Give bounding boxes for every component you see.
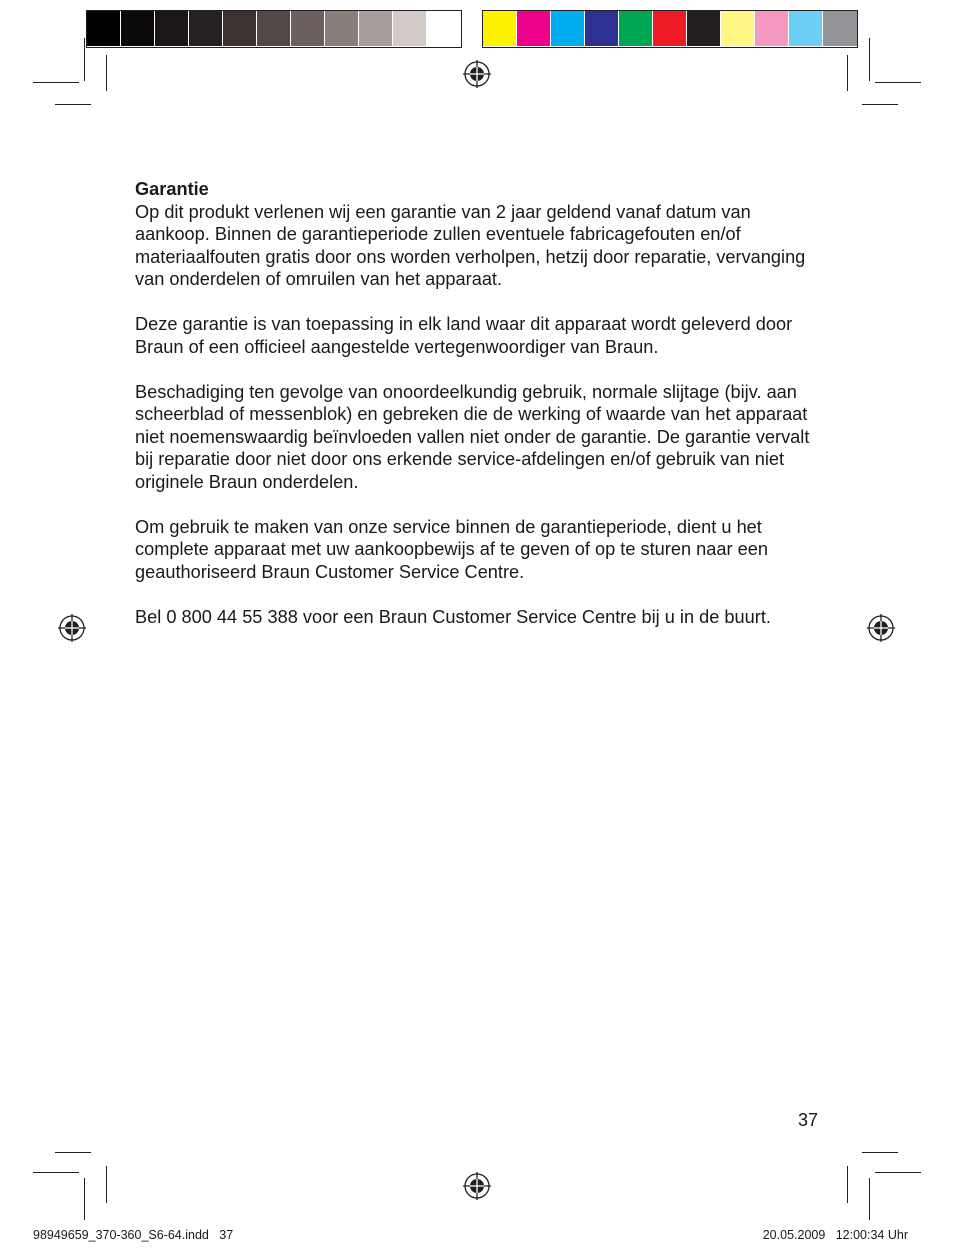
crop-mark [875,1172,921,1173]
crop-mark [875,82,921,83]
color-swatch [517,11,551,46]
registration-mark-icon [463,1172,491,1200]
crop-mark [106,1166,107,1203]
color-swatch [585,11,619,46]
color-swatch [359,11,393,46]
crop-mark [33,82,79,83]
color-swatch [755,11,789,46]
paragraph: Beschadiging ten gevolge van onoordeelkundig gebruik, normale slijtage (bijv. aan scheerblad of messenblok) en gebreken die de werking of waarde van het apparaat niet noemenswaardig beïnvloeden vallen niet onder de garantie. De garantie vervalt bij reparatie door niet door ons erkende service-afdelingen en/of gebruik van niet originele Braun onderdelen. [135,381,810,492]
crop-mark [106,55,107,91]
registration-mark-icon [463,60,491,88]
color-swatch [393,11,427,46]
page-number: 37 [798,1110,819,1130]
color-swatch [619,11,653,46]
color-swatch [87,11,121,46]
crop-mark [862,1152,898,1153]
crop-mark [862,104,898,105]
color-swatch [721,11,755,46]
section-heading: Garantie [135,179,209,199]
crop-mark [869,1178,870,1220]
crop-mark [84,38,85,81]
color-swatch [483,11,517,46]
paragraph: Om gebruik te maken van onze service binnen de garantieperiode, dient u het complete apparaat met uw aankoopbewijs af te geven of op te sturen naar een geauthoriseerd Braun Customer Service Centre. [135,516,768,582]
color-swatch [551,11,585,46]
color-swatch [789,11,823,46]
color-swatch [823,11,857,46]
color-swatch [155,11,189,46]
crop-mark [847,1166,848,1203]
crop-mark [84,1178,85,1220]
color-swatch [291,11,325,46]
paragraph: Op dit produkt verlenen wij een garantie van 2 jaar geldend vanaf datum van aankoop. Binnen de garantieperiode zullen eventuele fabricagefouten en/of materiaalfouten gratis door ons worden verholpen, hetzij door reparatie, vervanging van onderdelen of omruilen van het apparaat. [135,201,806,289]
crop-mark [33,1172,79,1173]
paragraph: Deze garantie is van toepassing in elk land waar dit apparaat wordt geleverd door Braun of een officieel aangestelde vertegenwoordiger van Braun. [135,314,793,357]
document-body [135,178,825,651]
color-swatch [189,11,223,46]
crop-mark [847,55,848,91]
slug-datetime: 20.05.2009 12:00:34 Uhr [762,1228,908,1242]
crop-mark [869,38,870,81]
registration-mark-icon [867,614,895,642]
crop-mark [55,1152,91,1153]
paragraph: Bel 0 800 44 55 388 voor een Braun Customer Service Centre bij u in de buurt. [135,606,771,627]
color-swatch [427,11,461,46]
slug-file-info: 98949659_370-360_S6-64.indd 37 [33,1228,234,1242]
color-swatch [257,11,291,46]
crop-mark [55,104,91,105]
color-swatch [325,11,359,46]
process-color-bar [482,10,858,48]
registration-mark-icon [58,614,86,642]
grayscale-color-bar [86,10,462,48]
color-swatch [653,11,687,46]
color-swatch [121,11,155,46]
color-swatch [687,11,721,46]
color-swatch [223,11,257,46]
